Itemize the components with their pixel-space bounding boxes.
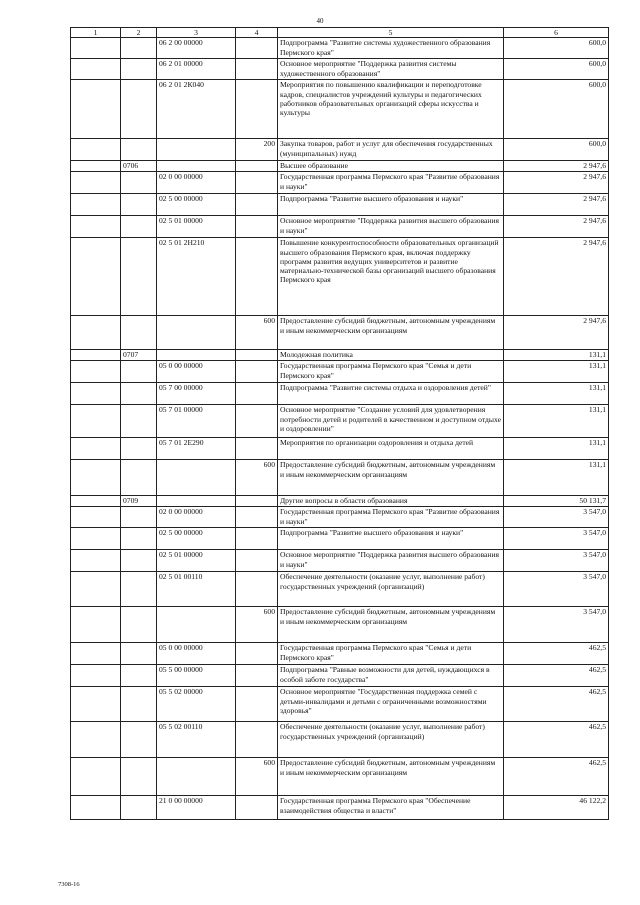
expense-type-code [236, 216, 278, 238]
amount: 131,1 [504, 361, 609, 383]
expense-type-code [236, 161, 278, 172]
target-article-code: 05 0 00 00000 [157, 361, 236, 383]
amount: 600,0 [504, 38, 609, 59]
target-article-code: 02 5 01 00000 [157, 550, 236, 572]
target-article-code: 02 5 01 00110 [157, 572, 236, 607]
item-name: Обеспечение деятельности (оказание услуг, выполнение работ) государственных учреждений (организаций) [278, 722, 504, 758]
amount: 2 947,6 [504, 194, 609, 216]
target-article-code: 05 7 01 00000 [157, 405, 236, 438]
item-name: Подпрограмма "Развитие высшего образования и науки" [278, 194, 504, 216]
item-name: Другие вопросы в области образования [278, 496, 504, 507]
item-name: Предоставление субсидий бюджетным, автономным учреждениям и иным некоммерческим организациям [278, 316, 504, 350]
section-code [121, 607, 157, 643]
item-name: Мероприятия по повышению квалификации и переподготовке кадров, специалистов учреждений культуры и педагогических работников образовательных организаций сферы искусства и культуры [278, 80, 504, 139]
amount: 3 547,0 [504, 572, 609, 607]
item-name: Обеспечение деятельности (оказание услуг, выполнение работ) государственных учреждений (организаций) [278, 572, 504, 607]
target-article-code: 05 7 00 00000 [157, 383, 236, 405]
expense-type-code [236, 722, 278, 758]
amount: 131,1 [504, 438, 609, 460]
item-name: Государственная программа Пермского края "Развитие образования и науки" [278, 172, 504, 194]
section-code [121, 550, 157, 572]
expense-type-code: 600 [236, 607, 278, 643]
section-code [121, 438, 157, 460]
expense-type-code: 600 [236, 758, 278, 796]
section-code [121, 687, 157, 722]
section-code [121, 665, 157, 687]
section-code [121, 528, 157, 550]
item-name: Основное мероприятие "Создание условий для удовлетворения потребности детей и родителей в качественном и доступном отдыхе и оздоровлении" [278, 405, 504, 438]
expense-type-code [236, 550, 278, 572]
table-row [71, 528, 609, 550]
target-article-code [157, 460, 236, 496]
code-cell [71, 722, 121, 758]
table-row [71, 316, 609, 350]
expense-type-code [236, 59, 278, 80]
table-row [71, 496, 609, 507]
table-row [71, 507, 609, 528]
column-number: 3 [157, 28, 236, 38]
item-name: Государственная программа Пермского края "Семья и дети Пермского края" [278, 643, 504, 665]
code-cell [71, 643, 121, 665]
amount: 3 547,0 [504, 507, 609, 528]
amount: 131,1 [504, 383, 609, 405]
expense-type-code [236, 38, 278, 59]
expense-type-code [236, 438, 278, 460]
amount: 131,1 [504, 460, 609, 496]
target-article-code: 06 2 01 00000 [157, 59, 236, 80]
column-number: 5 [278, 28, 504, 38]
table-row [71, 796, 609, 820]
target-article-code: 05 7 01 2Е290 [157, 438, 236, 460]
table-row [71, 80, 609, 139]
code-cell [71, 350, 121, 361]
column-number: 1 [71, 28, 121, 38]
table-row [71, 383, 609, 405]
amount: 3 547,0 [504, 550, 609, 572]
target-article-code: 02 0 00 00000 [157, 507, 236, 528]
expense-type-code [236, 796, 278, 820]
expense-type-code [236, 80, 278, 139]
item-name: Государственная программа Пермского края "Семья и дети Пермского края" [278, 361, 504, 383]
target-article-code [157, 496, 236, 507]
table-row [71, 238, 609, 316]
code-cell [71, 361, 121, 383]
code-cell [71, 665, 121, 687]
column-number: 4 [236, 28, 278, 38]
amount: 131,1 [504, 405, 609, 438]
item-name: Повышение конкурентоспособности образовательных организаций высшего образования Пермского края, включая поддержку программ развития ведущих университетов и развитие материально-технической базы организаций высшего образования Пермского края [278, 238, 504, 316]
table-row [71, 722, 609, 758]
expense-type-code [236, 687, 278, 722]
amount: 462,5 [504, 722, 609, 758]
code-cell [71, 528, 121, 550]
table-row [71, 161, 609, 172]
item-name: Подпрограмма "Равные возможности для детей, нуждающихся в особой заботе государства" [278, 665, 504, 687]
code-cell [71, 550, 121, 572]
column-number-row [71, 28, 609, 38]
item-name: Предоставление субсидий бюджетным, автономным учреждениям и иным некоммерческим организациям [278, 460, 504, 496]
table-row [71, 758, 609, 796]
code-cell [71, 383, 121, 405]
section-code [121, 796, 157, 820]
target-article-code: 06 2 00 00000 [157, 38, 236, 59]
target-article-code [157, 316, 236, 350]
target-article-code: 21 0 00 00000 [157, 796, 236, 820]
table-row [71, 361, 609, 383]
amount: 2 947,6 [504, 172, 609, 194]
section-code [121, 59, 157, 80]
section-code: 0706 [121, 161, 157, 172]
code-cell [71, 507, 121, 528]
section-code [121, 216, 157, 238]
table-row [71, 572, 609, 607]
code-cell [71, 496, 121, 507]
amount: 3 547,0 [504, 607, 609, 643]
code-cell [71, 572, 121, 607]
item-name: Государственная программа Пермского края "Обеспечение взаимодействия общества и власти" [278, 796, 504, 820]
expense-type-code: 200 [236, 139, 278, 161]
table-row [71, 607, 609, 643]
amount: 3 547,0 [504, 528, 609, 550]
section-code [121, 238, 157, 316]
target-article-code: 05 5 02 00110 [157, 722, 236, 758]
amount: 600,0 [504, 80, 609, 139]
item-name: Государственная программа Пермского края "Развитие образования и науки" [278, 507, 504, 528]
expense-type-code [236, 172, 278, 194]
item-name: Основное мероприятие "Государственная поддержка семей с детьми-инвалидами и детьми с ограниченными возможностями здоровья" [278, 687, 504, 722]
amount: 50 131,7 [504, 496, 609, 507]
code-cell [71, 405, 121, 438]
amount: 2 947,6 [504, 316, 609, 350]
amount: 462,5 [504, 643, 609, 665]
section-code [121, 316, 157, 350]
section-code [121, 643, 157, 665]
section-code [121, 80, 157, 139]
amount: 600,0 [504, 59, 609, 80]
item-name: Высшее образование [278, 161, 504, 172]
code-cell [71, 194, 121, 216]
expense-type-code [236, 350, 278, 361]
expense-type-code [236, 383, 278, 405]
table-row [71, 350, 609, 361]
item-name: Основное мероприятие "Поддержка развития системы художественного образования" [278, 59, 504, 80]
page-number: 40 [316, 17, 324, 25]
expense-type-code [236, 361, 278, 383]
target-article-code: 02 5 00 00000 [157, 194, 236, 216]
target-article-code: 02 5 01 00000 [157, 216, 236, 238]
amount: 600,0 [504, 139, 609, 161]
amount: 2 947,6 [504, 161, 609, 172]
item-name: Мероприятия по организации оздоровления и отдыха детей [278, 438, 504, 460]
budget-table [70, 27, 609, 820]
amount: 462,5 [504, 687, 609, 722]
target-article-code: 05 0 00 00000 [157, 643, 236, 665]
expense-type-code [236, 572, 278, 607]
code-cell [71, 460, 121, 496]
expense-type-code: 600 [236, 460, 278, 496]
table-row [71, 665, 609, 687]
code-cell [71, 796, 121, 820]
table-row [71, 460, 609, 496]
expense-type-code [236, 405, 278, 438]
code-cell [71, 38, 121, 59]
code-cell [71, 758, 121, 796]
table-row [71, 59, 609, 80]
expense-type-code [236, 665, 278, 687]
amount: 462,5 [504, 758, 609, 796]
expense-type-code [236, 643, 278, 665]
target-article-code: 05 5 00 00000 [157, 665, 236, 687]
item-name: Основное мероприятие "Поддержка развития высшего образования и науки" [278, 216, 504, 238]
target-article-code: 02 5 00 00000 [157, 528, 236, 550]
code-cell [71, 59, 121, 80]
target-article-code: 02 0 00 00000 [157, 172, 236, 194]
table-row [71, 643, 609, 665]
code-cell [71, 238, 121, 316]
table-row [71, 194, 609, 216]
target-article-code [157, 758, 236, 796]
amount: 2 947,6 [504, 238, 609, 316]
amount: 462,5 [504, 665, 609, 687]
item-name: Предоставление субсидий бюджетным, автономным учреждениям и иным некоммерческим организациям [278, 758, 504, 796]
section-code [121, 460, 157, 496]
expense-type-code [236, 507, 278, 528]
column-number: 2 [121, 28, 157, 38]
expense-type-code: 600 [236, 316, 278, 350]
target-article-code: 02 5 01 2Н210 [157, 238, 236, 316]
table-row [71, 38, 609, 59]
item-name: Подпрограмма "Развитие высшего образования и науки" [278, 528, 504, 550]
section-code [121, 405, 157, 438]
code-cell [71, 607, 121, 643]
table-row [71, 172, 609, 194]
target-article-code [157, 607, 236, 643]
column-number: 6 [504, 28, 609, 38]
section-code [121, 38, 157, 59]
table-row [71, 687, 609, 722]
expense-type-code [236, 528, 278, 550]
table-row [71, 216, 609, 238]
document-code: 7308-16 [58, 881, 80, 888]
section-code [121, 572, 157, 607]
table-row [71, 139, 609, 161]
item-name: Основное мероприятие "Поддержка развития высшего образования и науки" [278, 550, 504, 572]
expense-type-code [236, 496, 278, 507]
section-code [121, 139, 157, 161]
section-code: 0707 [121, 350, 157, 361]
table-row [71, 550, 609, 572]
amount: 2 947,6 [504, 216, 609, 238]
expense-type-code [236, 238, 278, 316]
code-cell [71, 687, 121, 722]
amount: 131,1 [504, 350, 609, 361]
code-cell [71, 161, 121, 172]
target-article-code: 06 2 01 2К040 [157, 80, 236, 139]
item-name: Молодежная политика [278, 350, 504, 361]
section-code [121, 758, 157, 796]
amount: 46 122,2 [504, 796, 609, 820]
section-code: 0709 [121, 496, 157, 507]
item-name: Подпрограмма "Развитие системы отдыха и оздоровления детей" [278, 383, 504, 405]
section-code [121, 383, 157, 405]
section-code [121, 507, 157, 528]
table-row [71, 405, 609, 438]
expense-type-code [236, 194, 278, 216]
item-name: Закупка товаров, работ и услуг для обеспечения государственных (муниципальных) нужд [278, 139, 504, 161]
section-code [121, 361, 157, 383]
code-cell [71, 80, 121, 139]
item-name: Подпрограмма "Развитие системы художественного образования Пермского края" [278, 38, 504, 59]
target-article-code [157, 161, 236, 172]
code-cell [71, 139, 121, 161]
code-cell [71, 438, 121, 460]
code-cell [71, 316, 121, 350]
section-code [121, 194, 157, 216]
section-code [121, 172, 157, 194]
code-cell [71, 216, 121, 238]
section-code [121, 722, 157, 758]
item-name: Предоставление субсидий бюджетным, автономным учреждениям и иным некоммерческим организациям [278, 607, 504, 643]
target-article-code [157, 350, 236, 361]
code-cell [71, 172, 121, 194]
target-article-code [157, 139, 236, 161]
target-article-code: 05 5 02 00000 [157, 687, 236, 722]
table-row [71, 438, 609, 460]
